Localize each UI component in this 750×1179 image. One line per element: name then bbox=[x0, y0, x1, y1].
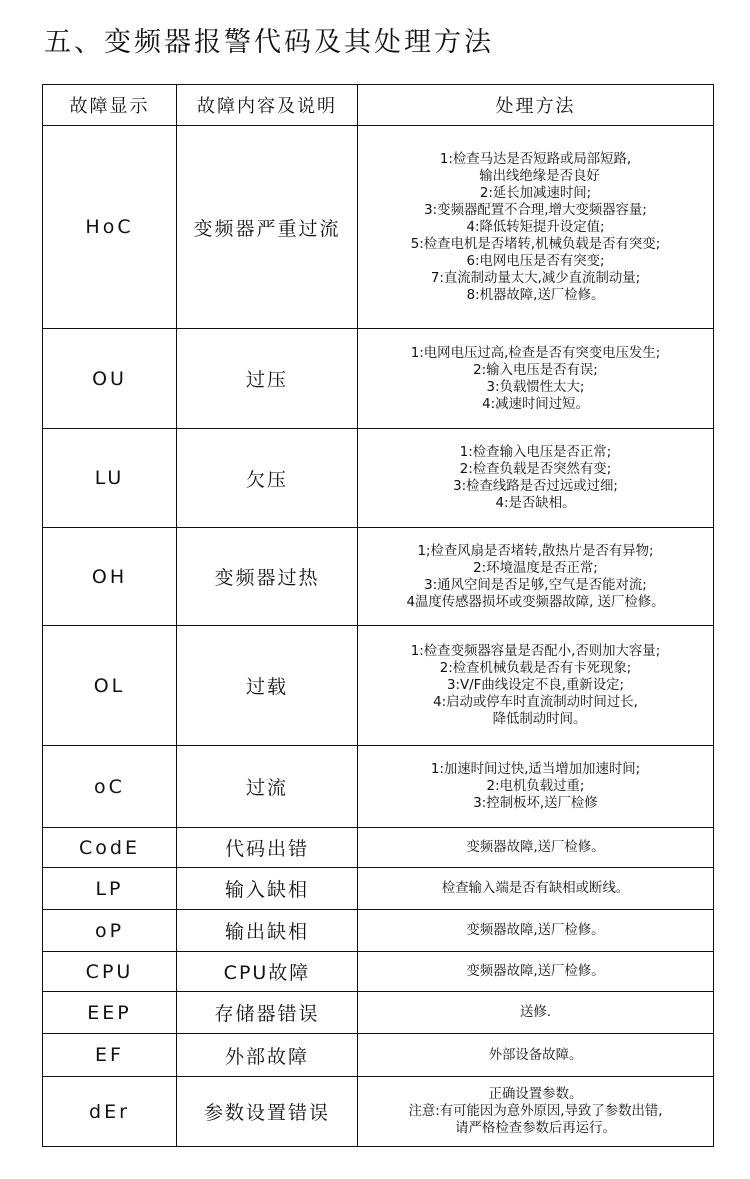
method-line: 7:直流制动量太大,减少直流制动量; bbox=[430, 270, 641, 286]
fault-content-cell: 代码出错 bbox=[177, 828, 358, 868]
method-line: 1;检查风扇是否堵转,散热片是否有异物; bbox=[417, 543, 654, 559]
fault-content-cell: 输入缺相 bbox=[177, 868, 358, 910]
table-row bbox=[43, 1034, 714, 1077]
method-line: 2:检查负载是否突然有变; bbox=[459, 462, 612, 477]
fault-code-table bbox=[42, 84, 714, 1147]
method-line: 变频器故障,送厂检修。 bbox=[466, 923, 605, 938]
method-line: 变频器故障,送厂检修。 bbox=[466, 840, 605, 855]
handling-method-cell bbox=[358, 329, 714, 429]
method-line: 请严格检查参数后再运行。 bbox=[455, 1121, 616, 1136]
method-line: 检查输入端是否有缺相或断线。 bbox=[441, 881, 630, 896]
method-line: 降低制动时间。 bbox=[492, 712, 587, 727]
method-line: 3:通风空间是否足够,空气是否能对流; bbox=[424, 577, 647, 593]
fault-content-cell: 变频器严重过流 bbox=[177, 126, 358, 329]
method-line: 4:启动或停车时直流制动时间过长, bbox=[433, 695, 638, 710]
handling-method-cell bbox=[358, 868, 714, 910]
fault-code-cell: EF bbox=[43, 1034, 177, 1077]
handling-method-cell bbox=[358, 626, 714, 746]
method-line: 2:输入电压是否有误; bbox=[473, 362, 598, 378]
fault-content-cell: 变频器过热 bbox=[177, 528, 358, 626]
table-row bbox=[43, 868, 714, 910]
table-row bbox=[43, 992, 714, 1034]
fault-code-cell: LP bbox=[43, 868, 177, 910]
handling-method-cell bbox=[358, 746, 714, 828]
header-fault-content: 故障内容及说明 bbox=[177, 85, 358, 126]
method-line: 1:检查变频器容量是否配小,否则加大容量; bbox=[410, 644, 661, 659]
method-line: 输出线绝缘是否良好 bbox=[479, 168, 600, 184]
method-line: 3:变频器配置不合理,增大变频器容量; bbox=[424, 202, 647, 218]
handling-method-cell bbox=[358, 992, 714, 1034]
method-line: 正确设置参数。 bbox=[488, 1087, 583, 1102]
method-line: 注意:有可能因为意外原因,导致了参数出错, bbox=[408, 1104, 663, 1119]
header-fault-display: 故障显示 bbox=[43, 85, 177, 126]
handling-method-cell bbox=[358, 429, 714, 528]
table-row bbox=[43, 528, 714, 626]
method-line: 8:机器故障,送厂检修。 bbox=[466, 287, 605, 303]
method-line: 2:电机负载过重; bbox=[486, 779, 585, 794]
method-line: 6:电网电压是否有突变; bbox=[466, 253, 605, 269]
method-line: 3:检查线路是否过远或过细; bbox=[453, 479, 618, 494]
fault-content-cell: 欠压 bbox=[177, 429, 358, 528]
handling-method-cell bbox=[358, 952, 714, 992]
fault-code-cell: dEr bbox=[43, 1077, 177, 1147]
fault-code-cell: EEP bbox=[43, 992, 177, 1034]
fault-code-cell: oP bbox=[43, 910, 177, 952]
handling-method-cell bbox=[358, 126, 714, 329]
fault-content-cell: CPU故障 bbox=[177, 952, 358, 992]
method-line: 5:检查电机是否堵转,机械负载是否有突变; bbox=[410, 236, 661, 252]
fault-code-cell: OH bbox=[43, 528, 177, 626]
method-line: 3:控制板坏,送厂检修 bbox=[473, 796, 598, 811]
header-handling-method: 处理方法 bbox=[358, 85, 714, 126]
method-line: 变频器故障,送厂检修。 bbox=[466, 964, 605, 979]
table-row bbox=[43, 910, 714, 952]
method-line: 2:环境温度是否正常; bbox=[473, 560, 598, 576]
fault-code-cell: OU bbox=[43, 329, 177, 429]
fault-code-cell: CPU bbox=[43, 952, 177, 992]
method-line: 2:检查机械负载是否有卡死现象; bbox=[439, 661, 632, 676]
fault-content-cell: 存储器错误 bbox=[177, 992, 358, 1034]
fault-code-cell: oC bbox=[43, 746, 177, 828]
handling-method-cell bbox=[358, 828, 714, 868]
method-line: 3:负载惯性太大; bbox=[486, 379, 585, 395]
fault-content-cell: 外部故障 bbox=[177, 1034, 358, 1077]
handling-method-cell bbox=[358, 1034, 714, 1077]
method-line: 4:是否缺相。 bbox=[495, 496, 576, 511]
method-line: 4:降低转矩提升设定值; bbox=[466, 219, 605, 235]
fault-code-cell: LU bbox=[43, 429, 177, 528]
fault-code-cell: CodE bbox=[43, 828, 177, 868]
method-line: 1:电网电压过高,检查是否有突变电压发生; bbox=[410, 345, 661, 361]
table-row bbox=[43, 429, 714, 528]
table-row bbox=[43, 828, 714, 868]
table-row bbox=[43, 746, 714, 828]
handling-method-cell bbox=[358, 1077, 714, 1147]
method-line: 4:减速时间过短。 bbox=[482, 396, 589, 412]
method-line: 1:检查输入电压是否正常; bbox=[459, 445, 612, 460]
method-line: 2:延长加减速时间; bbox=[479, 185, 592, 201]
page-title: 五、变频器报警代码及其处理方法 bbox=[44, 27, 494, 58]
table-row bbox=[43, 126, 714, 329]
method-line: 送修. bbox=[519, 1005, 552, 1020]
fault-content-cell: 输出缺相 bbox=[177, 910, 358, 952]
fault-content-cell: 参数设置错误 bbox=[177, 1077, 358, 1147]
table-row bbox=[43, 626, 714, 746]
table-row bbox=[43, 952, 714, 992]
method-line: 1:检查马达是否短路或局部短路, bbox=[439, 151, 632, 167]
handling-method-cell bbox=[358, 910, 714, 952]
fault-content-cell: 过载 bbox=[177, 626, 358, 746]
method-line: 4温度传感器损坏或变频器故障, 送厂检修。 bbox=[406, 594, 665, 610]
fault-content-cell: 过压 bbox=[177, 329, 358, 429]
table-row bbox=[43, 1077, 714, 1147]
table-row bbox=[43, 329, 714, 429]
method-line: 1:加速时间过快,适当增加加速时间; bbox=[430, 762, 641, 777]
table-header-row bbox=[43, 85, 714, 126]
fault-content-cell: 过流 bbox=[177, 746, 358, 828]
method-line: 外部设备故障。 bbox=[488, 1047, 583, 1063]
fault-code-cell: HoC bbox=[43, 126, 177, 329]
handling-method-cell bbox=[358, 528, 714, 626]
fault-code-cell: OL bbox=[43, 626, 177, 746]
method-line: 3:V/F曲线设定不良,重新设定; bbox=[446, 678, 625, 693]
